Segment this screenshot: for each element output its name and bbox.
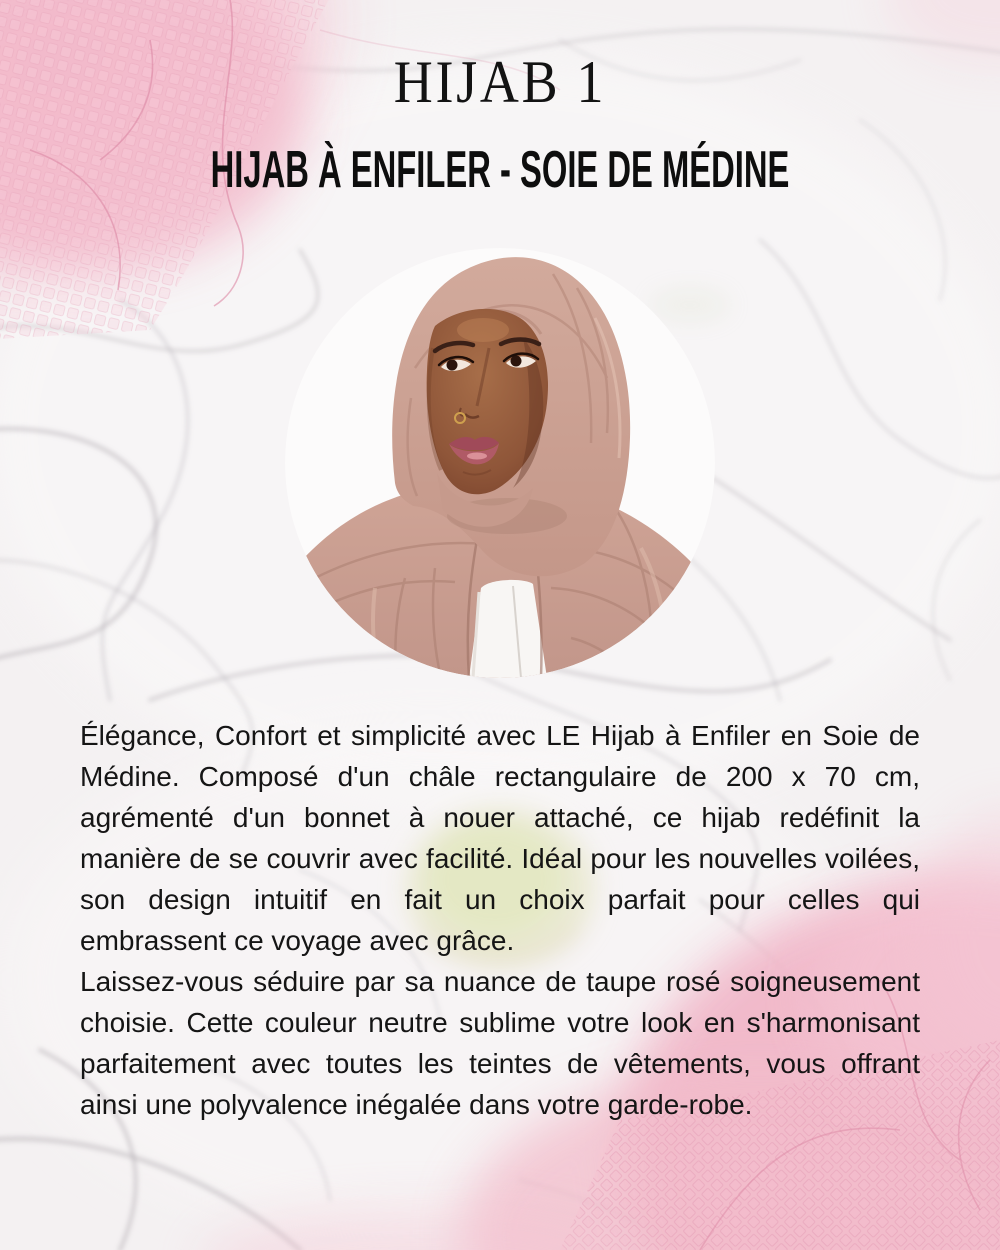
hijab-portrait-illustration: [285, 248, 715, 678]
product-description: [80, 715, 920, 1125]
product-photo: [285, 248, 715, 678]
description-paragraph-1: Élégance, Confort et simplicité avec LE Hijab à Enfiler en Soie de Médine. Composé d'un châle rectangulaire de 200 x 70 cm, agrémenté d'un bonnet à nouer attaché, ce hijab redéfinit la manière de se couvrir avec facilité. Idéal pour les nouvelles voilées, son design intuitif en fait un choix parfait pour celles qui embrassent ce voyage avec grâce.: [80, 720, 920, 956]
product-subtitle: HIJAB À ENFILER - SOIE DE MÉDINE: [210, 141, 790, 199]
description-paragraph-2: Laissez-vous séduire par sa nuance de taupe rosé soigneusement choisie. Cette couleur neutre sublime votre look en s'harmonisant parfaitement avec toutes les teintes de vêtements, vous offrant ainsi une polyvalence inégalée dans votre garde-robe.: [80, 966, 920, 1120]
page-title: HIJAB 1: [393, 49, 607, 115]
